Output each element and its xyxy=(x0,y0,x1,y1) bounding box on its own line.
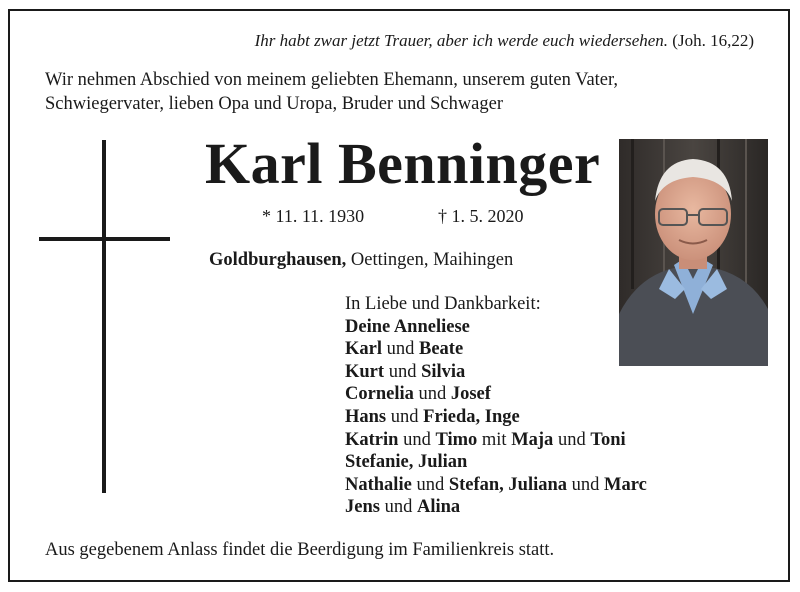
hometown-other: Oettingen, Maihingen xyxy=(346,250,514,270)
family-member-name: Stefanie, Julian xyxy=(345,452,468,473)
connector-text: und xyxy=(398,429,436,450)
family-member-name: Kurt xyxy=(345,361,385,382)
family-member-line xyxy=(345,474,647,497)
intro-text xyxy=(45,68,618,116)
family-member-name: Maja xyxy=(511,429,554,450)
connector-text: und xyxy=(384,361,422,382)
quote-reference: (Joh. 16,22) xyxy=(672,31,754,50)
family-heading: In Liebe und Dankbarkeit: xyxy=(345,294,541,314)
family-member-name: Katrin xyxy=(345,429,399,450)
cross-horizontal-bar xyxy=(39,237,170,241)
family-member-line xyxy=(345,383,647,406)
family-list xyxy=(345,316,647,519)
family-member-name: Silvia xyxy=(421,361,466,382)
connector-text: mit xyxy=(477,429,512,450)
family-member-name: Hans xyxy=(345,406,387,427)
cross-vertical-bar xyxy=(102,140,106,493)
family-member-name: Timo xyxy=(435,429,478,450)
intro-line: Schwiegervater, lieben Opa und Uropa, Bruder und Schwager xyxy=(45,94,504,114)
connector-text: und xyxy=(411,474,449,495)
family-member-line xyxy=(345,406,647,429)
birth-date: * 11. 11. 1930 xyxy=(262,206,365,226)
funeral-note: Aus gegebenem Anlass findet die Beerdigung im Familienkreis statt. xyxy=(45,540,555,560)
bible-quote xyxy=(255,31,754,51)
hometown-main: Goldburghausen, xyxy=(209,250,347,270)
family-member-name: Karl xyxy=(345,339,382,360)
family-member-name: Josef xyxy=(450,384,491,405)
hometown xyxy=(209,250,513,271)
connector-text: und xyxy=(553,429,591,450)
connector-text: und xyxy=(567,474,605,495)
family-member-name: Beate xyxy=(419,339,464,360)
connector-text: und xyxy=(379,497,417,518)
portrait-photo xyxy=(619,139,768,366)
connector-text: und xyxy=(386,406,424,427)
quote-text: Ihr habt zwar jetzt Trauer, aber ich werde euch wiedersehen. xyxy=(254,31,669,50)
family-member-name: Jens xyxy=(345,497,380,518)
death-date: † 1. 5. 2020 xyxy=(438,206,524,226)
connector-text: und xyxy=(382,339,419,360)
family-member-name: Nathalie xyxy=(345,474,412,495)
family-member-name: Stefan, Juliana xyxy=(448,474,568,495)
family-member-line xyxy=(345,361,647,384)
connector-text: und xyxy=(413,384,451,405)
family-member-line xyxy=(345,429,647,452)
family-member-name: Deine Anneliese xyxy=(345,316,470,337)
family-member-name: Frieda, Inge xyxy=(423,406,520,427)
family-member-name: Cornelia xyxy=(345,384,414,405)
deceased-name: Karl Benninger xyxy=(205,131,601,196)
family-member-line xyxy=(345,451,647,474)
intro-line: Wir nehmen Abschied von meinem geliebten Ehemann, unserem guten Vater, xyxy=(45,70,619,90)
family-member-line xyxy=(345,316,647,339)
family-member-name: Alina xyxy=(416,497,461,518)
family-signatures xyxy=(345,293,647,519)
family-member-line xyxy=(345,496,647,519)
family-member-line xyxy=(345,338,647,361)
family-member-name: Marc xyxy=(604,474,647,495)
family-member-name: Toni xyxy=(590,429,626,450)
